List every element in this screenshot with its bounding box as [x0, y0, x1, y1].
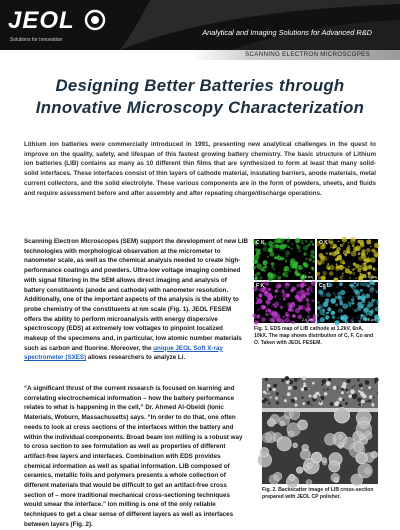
- eds-scale-bar: 2.5 µm: [301, 275, 313, 279]
- quote-paragraph: “A significant thrust of the current research is focused on learning and correlating electrochemical information – how the battery performance relates to what is happening in the cell,” Dr. Ahmed Al-Obeidi (Ionic Materials, Woburn, Massachusetts) says. “In order to do that, one often needs to look at cross sections of the interfaces within the battery and within the individual components. Broad beam ion milling is a robust way to cross section to see formulation as well as properties of different artifact-free layers and interfaces. Combination with EDS provides chemical information as well as spatial information. LIB composed of ceramics, metallic foils and polymers presents a whole collection of different materials that would be difficult to get an artifact-free cross section of – more traditional mechanical cross-sectioning techniques would smear the interface.” Ion milling is one of the only reliable techniques to get a clear sense of different layers as well as interfaces between layers (Fig. 2).: [24, 385, 243, 528]
- figure2-caption: Fig. 2. Backscatter image of LIB cross-section prepared with JEOL CP polisher.: [262, 487, 374, 500]
- eds-scale-bar: 2.5 µm: [364, 275, 376, 279]
- eds-scale-bar: 2.5 µm: [301, 318, 313, 322]
- eds-map-figure: [254, 239, 378, 323]
- page-title-line2: Innovative Microscopy Characterization: [35, 98, 365, 117]
- sxes-link[interactable]: unique JEOL Soft X-ray spectrometer (SXES): [24, 344, 223, 362]
- eds-tile-label: F K: [256, 283, 265, 289]
- logo-subtext: Solutions for Innovation: [10, 37, 63, 43]
- page-title-line1: Designing Better Batteries through: [55, 76, 345, 95]
- eds-tile: [317, 239, 378, 280]
- header-tagline: Analytical and Imaging Solutions for Advanced R&D: [202, 28, 372, 37]
- eds-tile: [317, 282, 378, 323]
- eds-tile-label: Co L: [319, 283, 331, 289]
- sem-cross-section-image: [262, 378, 378, 484]
- eds-tile-label: O K: [319, 240, 328, 246]
- body-paragraph-sem: [24, 237, 248, 363]
- eds-tile: [254, 282, 315, 323]
- eds-tile-label: C K: [256, 240, 265, 246]
- jeol-logo[interactable]: [8, 7, 75, 43]
- eds-scale-bar: 2.5 µm: [364, 318, 376, 322]
- sem-texture: [262, 378, 378, 484]
- header-banner: [0, 0, 400, 50]
- intro-paragraph: Lithium ion batteries were commercially introduced in 1991, presenting new analytical challenges in the quest to improve on the quality, safety, and lifespan of this fastest growing battery chemistry. The basic structure of Lithium ion batteries (LIB) contains as many as 10 different thin films that are synthesized to form at least that many solid-solid interfaces. These interfaces consist of thin layers of cathode material, insulating barriers, anode materials, metal current collectors, and the solid electrolyte. These various components are in the form of powders, sheets, and fluids and require assessment before and after assembly and after repeating charge/discharge operations.: [24, 141, 376, 197]
- body-text-tail: allows researchers to analyze Li.: [86, 354, 186, 362]
- section-ribbon: [0, 50, 400, 60]
- body-text: Scanning Electron Microscopes (SEM) support the development of new LIB technologies with morphological observation at the micrometer to nanometer scale, as well as the chemical analysis needed to create high-performance coatings and powders. Ultra-low voltage imaging combined with signal filtering in the SEM allows direct imaging and analysis of battery constituents (anode and cathode) with nanometer resolution. Additionally, one of the important aspects of the analysis is the ability to probe chemistry of the constituents at nm scale (Fig. 1). JEOL FESEM offers the ability to perform microanalysis with energy dispersive spectroscopy (EDS) at extremely low voltages to pinpoint localized makeup of the specimens and, in particular, low atomic number materials such as carbon and fluorine. Moreover, the: [24, 238, 248, 352]
- section-label: SCANNING ELECTRON MICROSCOPES: [245, 51, 370, 58]
- figure1-caption: Fig. 1. EDS map of LIB cathode at 1.2kV, 6nA, 10kX. The map shows distribution of C, F, Co and O. Taken with JEOL FESEM.: [254, 326, 374, 346]
- logo-wordmark: JEOL: [8, 7, 75, 34]
- eds-tile: [254, 239, 315, 280]
- logo-ring-icon: [84, 9, 106, 31]
